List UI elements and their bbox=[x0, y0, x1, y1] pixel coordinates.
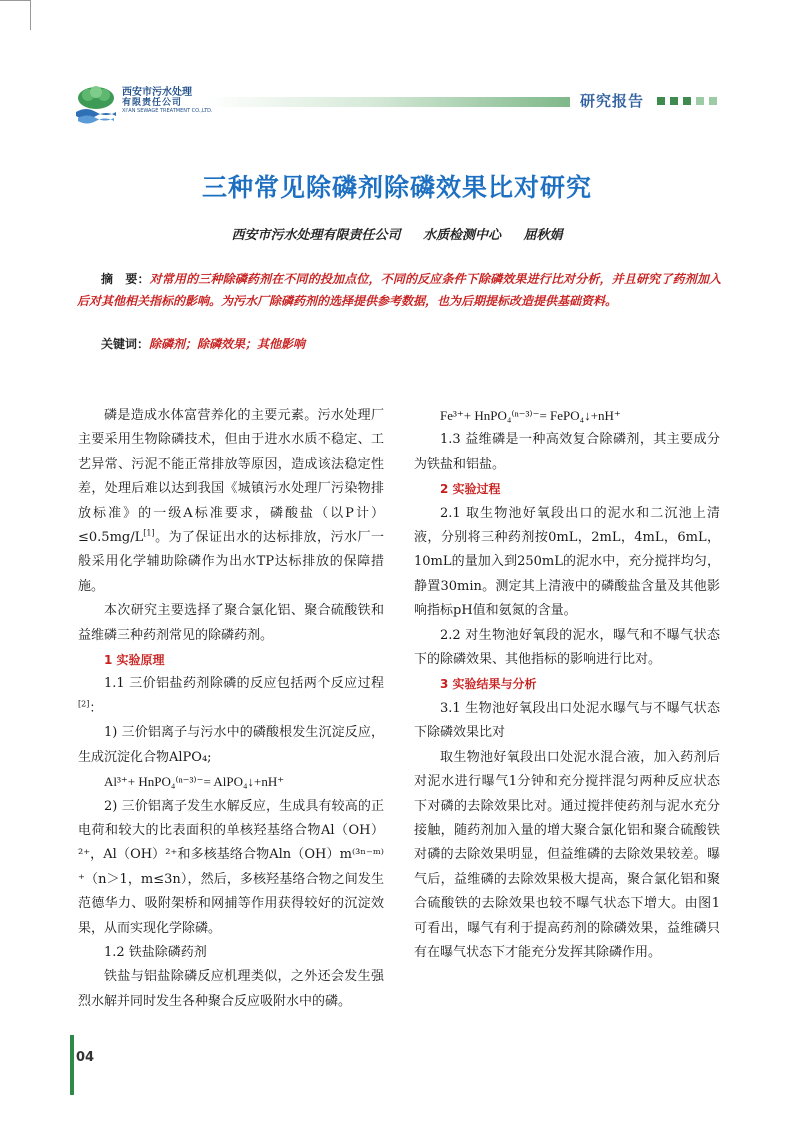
paragraph-text: 磷是造成水体富营养化的主要元素。污水处理厂主要采用生物除磷技术，但由于进水水质不稳定、工艺异常、污泥不能正常排放等原因，造成该法稳定性差，处理后难以达到我国《城镇污水处理厂污染物排放标准》的一级A标准要求，磷酸盐（以P计）≤0.5mg/L bbox=[78, 408, 384, 546]
paragraph: 2.2 对生物池好氧段的泥水，曝气和不曝气状态下的除磷效果、其他指标的影响进行比对。 bbox=[414, 627, 720, 668]
decor-square bbox=[670, 97, 678, 105]
abstract bbox=[77, 268, 721, 312]
logo-emblem-icon bbox=[74, 84, 118, 124]
paragraph-text: ： bbox=[89, 700, 103, 716]
logo-english-name: XI'AN SEWAGE TREATMENT CO.,LTD. bbox=[122, 108, 213, 114]
page-number-bar bbox=[70, 1035, 74, 1095]
citation: [2] bbox=[78, 699, 90, 709]
left-column bbox=[78, 404, 384, 1014]
section-heading: 2 实验过程 bbox=[440, 482, 501, 497]
paragraph: 2) 三价铝离子发生水解反应，生成具有较高的正电荷和较大的比表面积的单核羟基络合物Al（OH）²⁺，Al（OH）²⁺和多核基络合物Aln（OH）m⁽³ⁿ⁻ᵐ⁾⁺（n＞1，m≤3n），然后，多核羟基络合物之间发生范德华力、吸附架桥和网捕等作用获得较好的沉淀效果，从而实现化学除磷。 bbox=[78, 798, 384, 936]
paragraph bbox=[78, 404, 384, 599]
keywords bbox=[101, 334, 305, 354]
decor-square bbox=[709, 97, 717, 105]
keywords-label: 关键词： bbox=[101, 337, 150, 351]
paragraph: 1.3 益维磷是一种高效复合除磷剂，其主要成分为铁盐和铝盐。 bbox=[414, 432, 720, 472]
paragraph-text: 1.1 三价铝盐药剂除磷的反应包括两个反应过程 bbox=[104, 676, 384, 692]
equation: Al³⁺+ HnPO₄⁽ⁿ⁻³⁾⁻= AlPO₄↓+nH⁺ bbox=[104, 774, 285, 790]
logo-name-line2: 有限责任公司 bbox=[122, 98, 183, 108]
paragraph: 1) 三价铝离子与污水中的磷酸根发生沉淀反应，生成沉淀化合物AlPO₄; bbox=[78, 725, 384, 765]
abstract-label: 摘 要： bbox=[101, 272, 150, 286]
abstract-text: 对常用的三种除磷药剂在不同的投加点位，不同的反应条件下除磷效果进行比对分析，并且研究了药剂加入后对其他相关指标的影响。为污水厂除磷药剂的选择提供参考数据，也为后期提标改造提供基础资料。 bbox=[77, 272, 721, 308]
paragraph-text: 。为了保证出水的达标排放，污水厂一般采用化学辅助除磷作为出水TP达标排放的保障措施。 bbox=[78, 530, 384, 594]
company-logo bbox=[74, 84, 213, 124]
article-title: 三种常见除磷剂除磷效果比对研究 bbox=[201, 173, 592, 202]
affiliation-org: 西安市污水处理有限责任公司 bbox=[231, 228, 401, 243]
paragraph: 2.1 取生物池好氧段出口的泥水和二沉池上清液，分别将三种药剂按0mL，2mL，4mL，6mL，10mL的量加入到250mL的泥水中，充分搅拌均匀，静置30min。测定其上清液中的磷酸盐含量及其他影响指标pH值和氨氮的含量。 bbox=[414, 505, 720, 619]
section-heading: 3 实验结果与分析 bbox=[440, 677, 537, 692]
keywords-text: 除磷剂；除磷效果；其他影响 bbox=[149, 337, 306, 351]
subsection-heading: 3.1 生物池好氧段出口处泥水曝气与不曝气状态下除磷效果比对 bbox=[414, 700, 720, 741]
crop-mark bbox=[30, 0, 31, 30]
citation: [1] bbox=[143, 528, 155, 538]
section-label: 研究报告 bbox=[580, 92, 645, 110]
header-squares bbox=[657, 97, 717, 105]
subsection-heading: 1.2 铁盐除磷药剂 bbox=[104, 944, 207, 960]
paragraph: 本次研究主要选择了聚合氯化铝、聚合硫酸铁和益维磷三种药剂常见的除磷药剂。 bbox=[78, 603, 384, 643]
author-name: 屈秋娟 bbox=[523, 228, 563, 243]
decor-square bbox=[657, 97, 665, 105]
section-heading: 1 实验原理 bbox=[104, 653, 165, 668]
decor-square bbox=[696, 97, 704, 105]
right-column bbox=[414, 404, 720, 965]
equation: Fe³⁺+ HnPO₄⁽ⁿ⁻³⁾⁻= FePO₄↓+nH⁺ bbox=[440, 408, 621, 423]
decor-square bbox=[683, 97, 691, 105]
paragraph: 铁盐与铝盐除磷反应机理类似，之外还会发生强烈水解并同时发生各种聚合反应吸附水中的磷。 bbox=[78, 969, 384, 1009]
paragraph bbox=[78, 672, 384, 721]
paragraph: 取生物池好氧段出口处泥水混合液，加入药剂后对泥水进行曝气1分钟和充分搅拌混匀两种反应状态下对磷的去除效果比对。通过搅拌使药剂与泥水充分接触，随药剂加入量的增大聚合氯化铝和聚合硫酸铁对磷的去除效果明显，但益维磷的去除效果较差。曝气后，益维磷的去除效果极大提高，聚合氯化铝和聚合硫酸铁的去除效果也较不曝气状态下增大。由图1可看出，曝气有利于提高药剂的除磷效果，益维磷只有在曝气状态下才能充分发挥其除磷作用。 bbox=[414, 749, 720, 960]
affiliation-dept: 水质检测中心 bbox=[422, 228, 501, 243]
affiliation bbox=[0, 224, 794, 243]
page-number: 04 bbox=[76, 1050, 95, 1065]
header-gradient-bar bbox=[205, 97, 570, 107]
logo-name-line1: 西安市污水处理 bbox=[122, 87, 192, 98]
crop-mark bbox=[0, 0, 30, 1]
